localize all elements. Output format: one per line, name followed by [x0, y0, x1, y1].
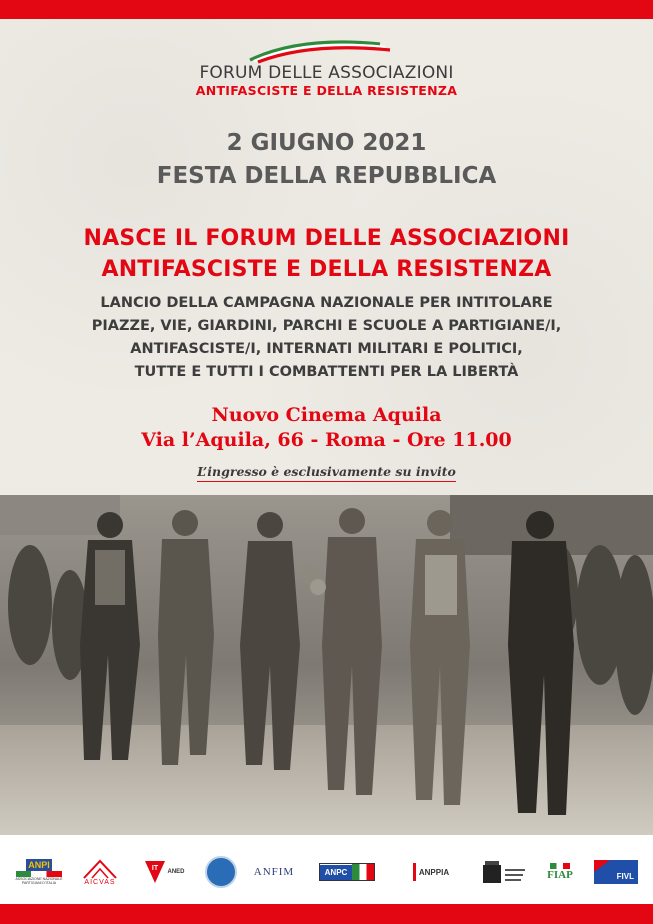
- invite-text: L’ingresso è esclusivamente su invito: [197, 464, 456, 482]
- subtitle-line-1: LANCIO DELLA CAMPAGNA NAZIONALE PER INTITOLARE: [100, 295, 553, 311]
- anfim-logo: ANFIM: [253, 866, 295, 878]
- svg-text:IT: IT: [152, 865, 159, 872]
- subtitle-line-4: TUTTE E TUTTI I COMBATTENTI PER LA LIBERTÀ: [134, 364, 519, 380]
- venue-name: Nuovo Cinema Aquila: [211, 404, 442, 426]
- sponsor-logos-strip: [0, 835, 653, 904]
- fivl-corner-icon: [594, 860, 610, 872]
- aicvas-logo: AICVAS: [76, 857, 124, 887]
- building-icon: [479, 859, 527, 885]
- anpi-flag-icon: ANPI: [28, 860, 50, 870]
- anpc-logo: ANPC: [314, 857, 380, 887]
- headline-line-1: NASCE IL FORUM DELLE ASSOCIAZIONI: [83, 226, 570, 251]
- anpi-logo: [14, 857, 64, 887]
- photo-illustration: [0, 495, 653, 835]
- blue-circle-icon: [205, 856, 237, 888]
- venue-address: Via l’Aquila, 66 - Roma - Ore 11.00: [141, 429, 512, 451]
- anpi-caption: ASSOCIAZIONE NAZIONALE PARTIGIANI D'ITALIA: [15, 877, 63, 885]
- headline-line-2: ANTIFASCISTE E DELLA RESISTENZA: [101, 257, 552, 282]
- bottom-red-bar: [0, 904, 653, 924]
- memorial-building-logo: [476, 857, 530, 887]
- partisans-marching-photo: [0, 495, 653, 835]
- italian-flag-icon: [352, 864, 374, 880]
- subtitle-line-2: PIAZZE, VIE, GIARDINI, PARCHI E SCUOLE A PARTIGIANE/I,: [91, 318, 562, 334]
- aned-triangle-icon: [145, 861, 165, 883]
- logo-subtitle: ANTIFASCISTE E DELLA RESISTENZA: [195, 83, 458, 98]
- event-date: 2 GIUGNO 2021: [226, 130, 427, 156]
- invite-note: [0, 461, 653, 480]
- circular-association-logo: [204, 857, 238, 887]
- event-holiday: FESTA DELLA REPUBBLICA: [156, 163, 497, 189]
- anppia-logo: ANPPIA: [398, 857, 464, 887]
- subtitle-line-3: ANTIFASCISTE/I, INTERNATI MILITARI E POLITICI,: [130, 341, 523, 357]
- logo-title: FORUM DELLE ASSOCIAZIONI: [199, 63, 454, 83]
- anppia-mark-icon: [413, 863, 416, 881]
- aned-logo: IT ANED: [138, 857, 192, 887]
- forum-logo: [0, 34, 653, 104]
- aicvas-triangle-icon: [80, 859, 120, 879]
- fiap-logo: FIAP: [542, 857, 578, 887]
- top-red-bar: [0, 0, 653, 19]
- tricolor-swoosh-icon: [240, 34, 420, 64]
- fivl-logo: FIVL: [592, 857, 640, 887]
